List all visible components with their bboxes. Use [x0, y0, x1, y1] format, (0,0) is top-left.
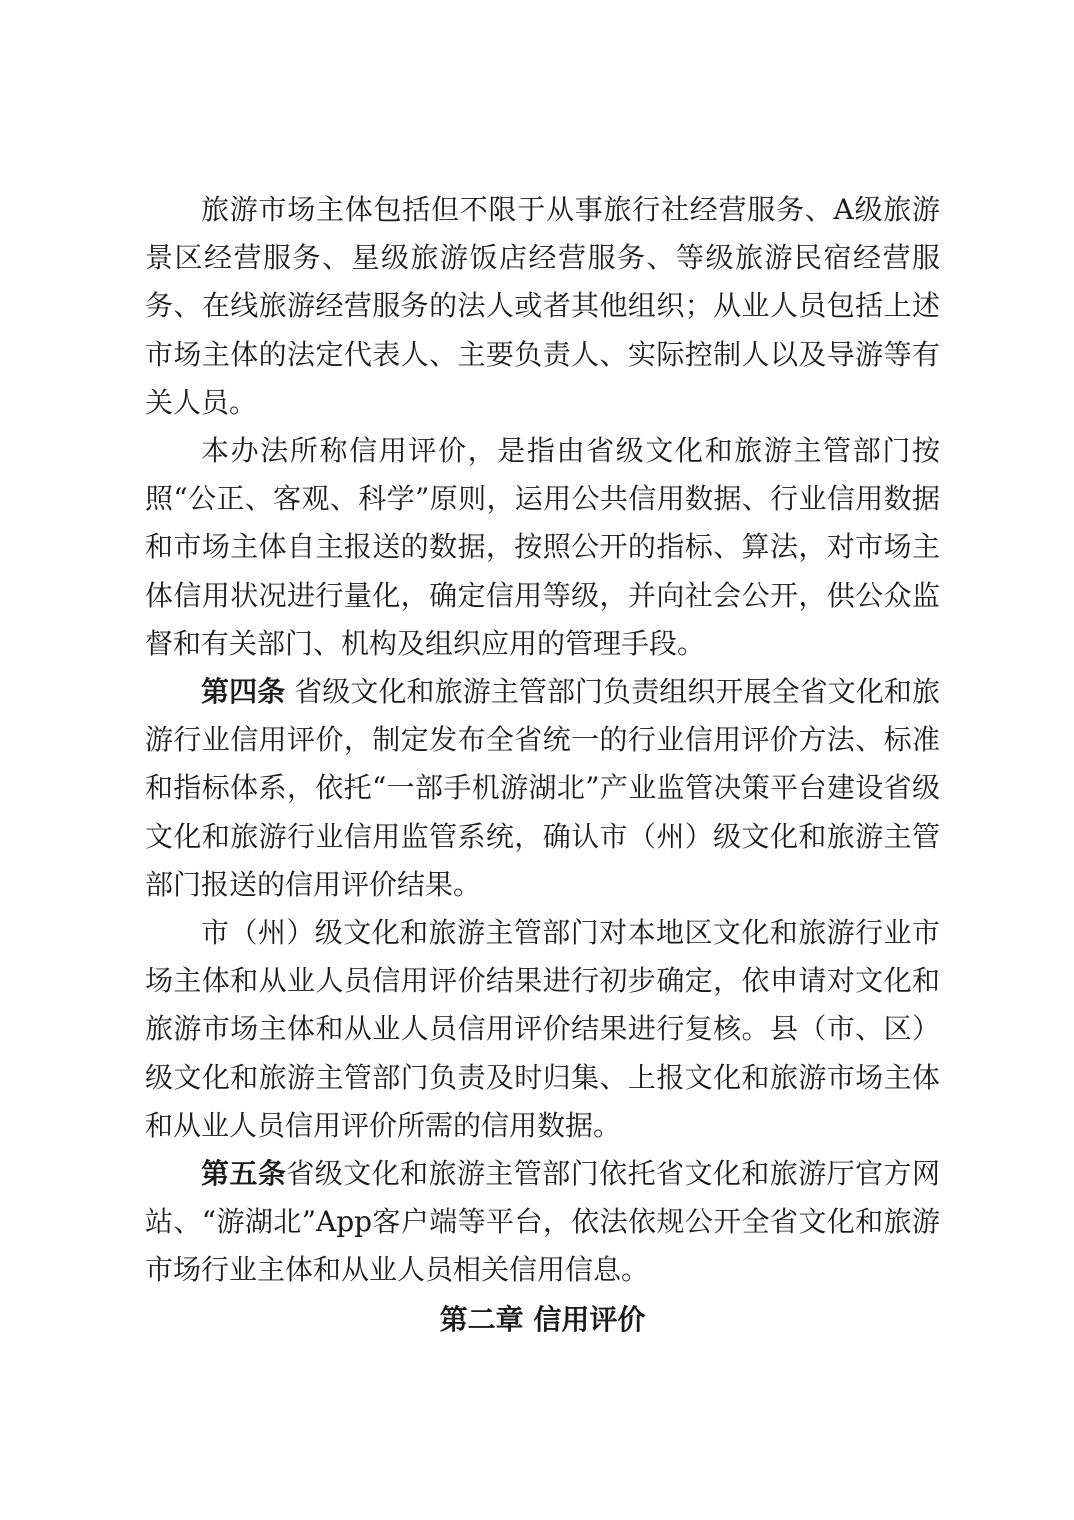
chapter-title: 第二章 信用评价: [439, 1302, 646, 1336]
paragraph-text: 旅游市场主体包括但不限于从事旅行社经营服务、A级旅游景区经营服务、星级旅游饭店经营服务、等级旅游民宿经营服务、在线旅游经营服务的法人或者其他组织；从业人员包括上述市场主体的法定代表人、主要负责人、实际控制人以及导游等有关人员。: [145, 193, 940, 419]
paragraph-text: 省级文化和旅游主管部门负责组织开展全省文化和旅游行业信用评价，制定发布全省统一的行业信用评价方法、标准和指标体系，依托“一部手机游湖北”产业监管决策平台建设省级文化和旅游行业信用监管系统，确认市（州）级文化和旅游主管部门报送的信用评价结果。: [145, 675, 940, 901]
paragraph-article-4: [145, 668, 940, 909]
paragraph-credit-evaluation-definition: [145, 427, 940, 668]
paragraph-article-5: [145, 1150, 940, 1295]
paragraph-text: 省级文化和旅游主管部门依托省文化和旅游厅官方网站、“游湖北”App客户端等平台，依法依规公开全省文化和旅游市场行业主体和从业人员相关信用信息。: [145, 1157, 940, 1287]
document-body: [145, 186, 940, 1345]
paragraph-text: 本办法所称信用评价，是指由省级文化和旅游主管部门按照“公正、客观、科学”原则，运用公共信用数据、行业信用数据和市场主体自主报送的数据，按照公开的指标、算法，对市场主体信用状况进行量化，确定信用等级，并向社会公开，供公众监督和有关部门、机构及组织应用的管理手段。: [145, 434, 940, 660]
article-label: 第五条: [201, 1157, 287, 1191]
article-label: 第四条: [201, 675, 286, 709]
paragraph-market-entities: [145, 186, 940, 427]
paragraph-municipal-responsibilities: [145, 909, 940, 1150]
paragraph-text: 市（州）级文化和旅游主管部门对本地区文化和旅游行业市场主体和从业人员信用评价结果进行初步确定，依申请对文化和旅游市场主体和从业人员信用评价结果进行复核。县（市、区）级文化和旅游主管部门负责及时归集、上报文化和旅游市场主体和从业人员信用评价所需的信用数据。: [145, 916, 940, 1142]
